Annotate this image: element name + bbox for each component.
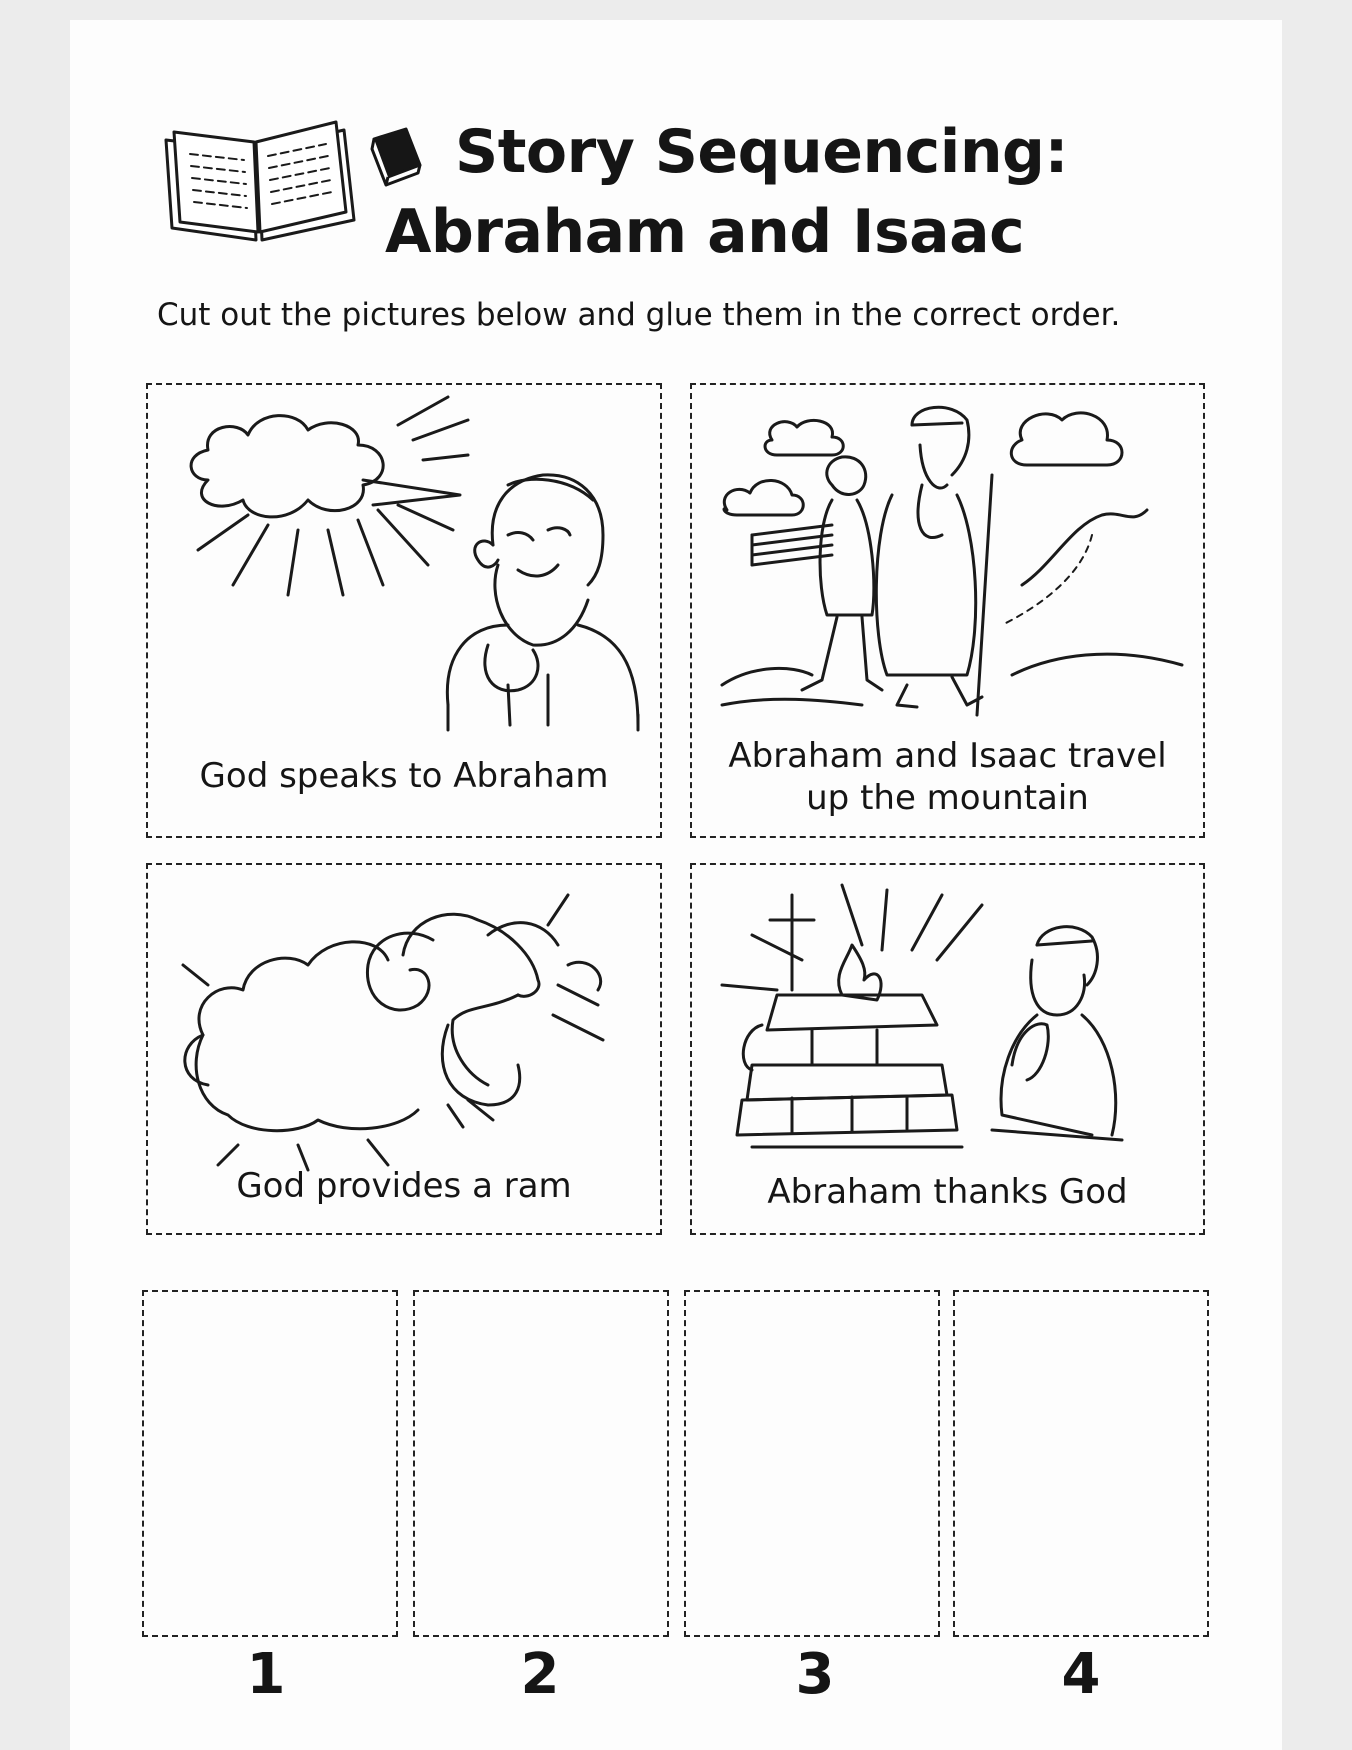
picture-card-ram[interactable] <box>146 863 662 1235</box>
slot-number-4: 4 <box>1061 1642 1101 1707</box>
card-caption-line-2: up the mountain <box>806 778 1089 818</box>
card-caption: God provides a ram <box>236 1166 572 1206</box>
open-book-icon <box>158 110 358 250</box>
sequence-slot-1[interactable] <box>142 1290 398 1637</box>
picture-card-travel[interactable] <box>690 383 1205 838</box>
picture-card-thanks[interactable] <box>690 863 1205 1235</box>
card-caption-line-1: Abraham and Isaac travel <box>728 736 1167 776</box>
picture-card-god-speaks[interactable] <box>146 383 662 838</box>
sequence-slot-4[interactable] <box>953 1290 1209 1637</box>
slot-number-2: 2 <box>520 1642 560 1707</box>
slot-number-3: 3 <box>795 1642 835 1707</box>
page-title <box>385 112 1105 272</box>
slot-number-1: 1 <box>246 1642 286 1707</box>
sequence-slot-2[interactable] <box>413 1290 669 1637</box>
instruction-text: Cut out the pictures below and glue them in the correct order. <box>157 297 1121 333</box>
card-caption: God speaks to Abraham <box>199 756 609 796</box>
sequence-slot-3[interactable] <box>684 1290 940 1637</box>
title-line-2: Abraham and Isaac <box>385 197 1025 267</box>
card-caption: Abraham thanks God <box>767 1172 1128 1212</box>
title-line-1: Story Sequencing: <box>455 117 1068 187</box>
